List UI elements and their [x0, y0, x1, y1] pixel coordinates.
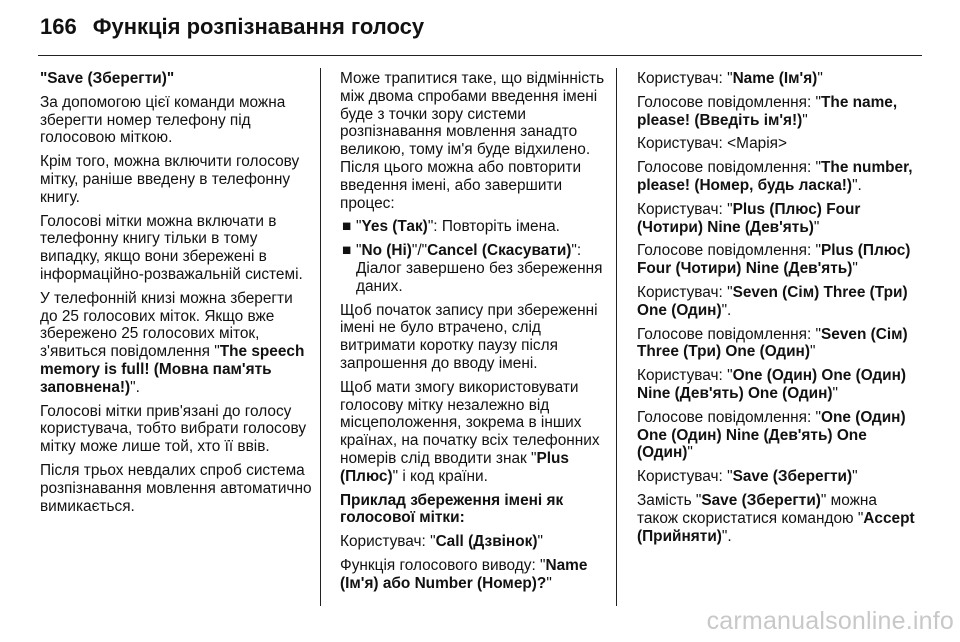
dialog-line: Голосове повідомлення: "The number, please! (Номер, будь ласка!)". — [637, 159, 913, 194]
dialog-line: Функція голосового виводу: "Name (Ім'я) або Number (Номер)?" — [340, 556, 588, 592]
header-rule — [38, 55, 922, 56]
page-header — [40, 14, 424, 40]
dialog-line: Користувач: <Марія> — [637, 135, 787, 153]
list-item: ■ "Yes (Так)": Повторіть імена. — [342, 218, 560, 236]
dialog-line: Голосове повідомлення: "One (Один) One (Один) Nine (Дев'ять) One (Один)" — [637, 408, 906, 462]
column-2 — [340, 70, 610, 599]
dialog-line: Голосове повідомлення: "Seven (Сім) Three (Три) One (Один)" — [637, 325, 908, 361]
watermark: carmanualsonline.info — [706, 607, 954, 635]
paragraph: Може трапитися таке, що відмінність між двома спробами введення імені буде з точки зору системи розпізнавання мовлення занадто великою, тому ім'я буде відхилено. Після цього можна або повторити введення імені, або завершити процес: — [340, 70, 605, 212]
dialog-line: Користувач: "Seven (Сім) Three (Три) One (Один)". — [637, 283, 908, 319]
bullet-icon: ■ — [342, 218, 352, 236]
page-title: Функція розпізнавання голосу — [92, 14, 425, 39]
column-3 — [637, 70, 920, 551]
column-divider-1 — [320, 68, 321, 606]
example-heading: Приклад збереження імені як голосової мітки: — [340, 491, 564, 527]
page-number: 166 — [40, 14, 77, 39]
paragraph: Крім того, можна включити голосову мітку, раніше введену в телефонну книгу. — [40, 153, 300, 206]
dialog-line: Користувач: "Call (Дзвінок)" — [340, 533, 543, 551]
list-item: ■ "No (Ні)"/"Cancel (Скасувати)": Діалог завершено без збереження даних. — [342, 242, 603, 295]
paragraph: Голосові мітки можна включати в телефонну книгу тільки в тому випадку, якщо вони збережені в інформаційно-розважальній системі. — [40, 212, 303, 283]
paragraph: У телефонній книзі можна зберегти до 25 голосових міток. Якщо вже збережено 25 голосових міток, з'явиться повідомлення "The speech memory is full! (Мовна пам'ять заповнена!)". — [40, 289, 305, 396]
bullet-icon: ■ — [342, 242, 352, 260]
dialog-line: Голосове повідомлення: "Plus (Плюс) Four (Чотири) Nine (Дев'ять)" — [637, 242, 911, 278]
dialog-line: Користувач: "One (Один) One (Один) Nine (Дев'ять) One (Один)" — [637, 367, 906, 402]
paragraph: Голосові мітки прив'язані до голосу користувача, тобто вибрати голосову мітку може лише той, хто її ввів. — [40, 402, 307, 456]
dialog-line: Користувач: "Name (Ім'я)" — [637, 70, 823, 87]
dialog-line: Замість "Save (Зберегти)" можна також скористатися командою "Accept (Прийняти)". — [637, 491, 915, 545]
dialog-line: Користувач: "Save (Зберегти)" — [637, 468, 858, 486]
paragraph: Щоб початок запису при збереженні імені не було втрачено, слід витримати коротку паузу після запрошення до вводу імені. — [340, 301, 598, 372]
column-1 — [40, 70, 312, 521]
dialog-line: Голосове повідомлення: "The name, please! (Введіть ім'я!)" — [637, 93, 898, 129]
column-divider-2 — [616, 68, 617, 606]
paragraph: За допомогою цієї команди можна зберегти номер телефону під голосовою міткою. — [40, 93, 286, 147]
paragraph: Після трьох невдалих спроб система розпізнавання мовлення автоматично вимикається. — [40, 461, 312, 515]
paragraph: Щоб мати змогу використовувати голосову мітку незалежно від місцеположення, зокрема в інших країнах, на початку всіх телефонних номерів слід вводити знак "Plus (Плюс)" і код країни. — [340, 378, 600, 485]
dialog-line: Користувач: "Plus (Плюс) Four (Чотири) Nine (Дев'ять)" — [637, 200, 861, 236]
section-heading: "Save (Зберегти)" — [40, 70, 175, 87]
